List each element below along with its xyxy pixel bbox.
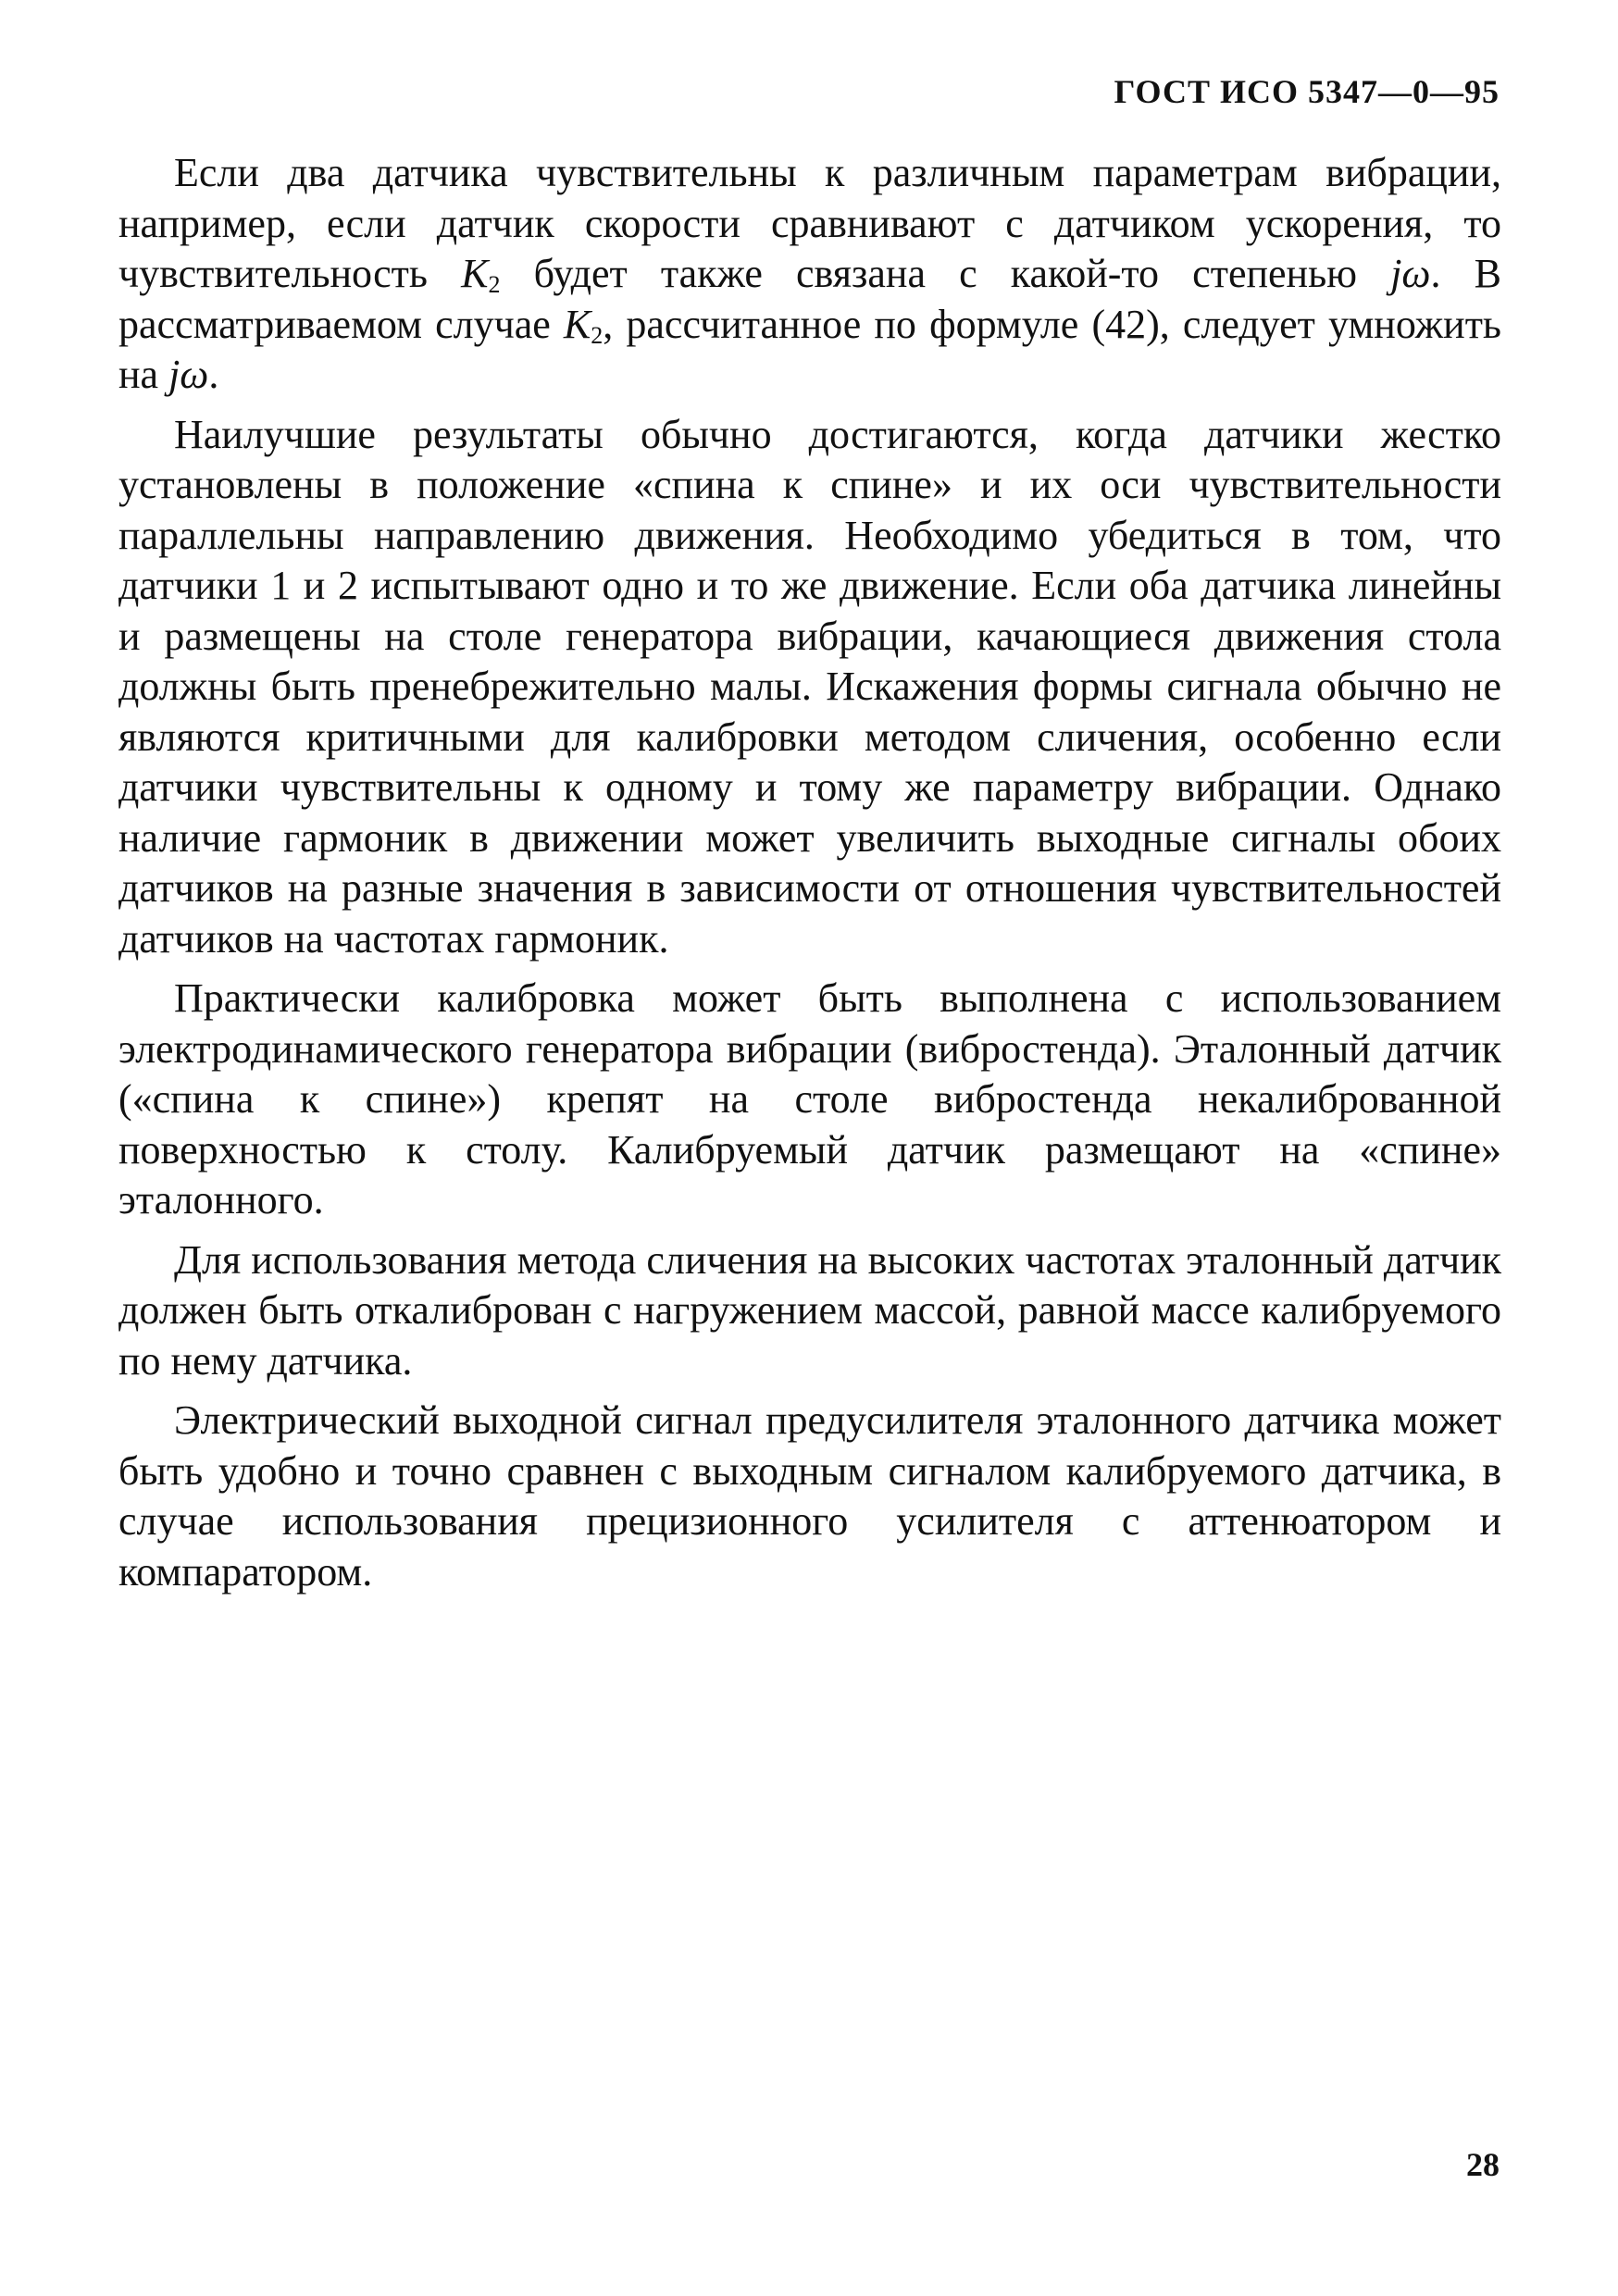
document-header: ГОСТ ИСО 5347—0—95 (1114, 73, 1500, 110)
sensitivity-symbol: $K_2$ (563, 301, 604, 349)
page-body (118, 148, 1501, 1607)
paragraph-practical-calibration: Практически калибровка может быть выполнена с использованием электродинамического генератора вибрации (вибростенда). Эталонный датчик («спина к спине») крепят на столе вибростенда некалиброванной поверхностью к столу. Калибруемый датчик размещают на «спине» эталонного. (118, 975, 1501, 1222)
paragraph-text: будет также связана с какой-то степенью (500, 251, 1391, 296)
paragraph-text: . В рассматриваемом случае (118, 251, 1501, 347)
j-omega-symbol: jω (168, 352, 209, 397)
paragraph-text: , рассчитанное по формуле (42), следует умножить на (118, 301, 1501, 397)
paragraph-mounting: Наилучшие результаты обычно достигаются, когда датчики жестко установлены в положение «спина к спине» и их оси чувствительности параллельны направлению движения. Необходимо убедиться в том, что датчики 1 и 2 испытывают одно и то же движение. Если оба датчика линейны и размещены на столе генератора вибрации, качающиеся движения стола должны быть пренебрежительно малы. Искажения формы сигнала обычно не являются критичными для калибровки методом сличения, особенно если датчики чувствительны к одному и тому же параметру вибрации. Однако наличие гармоник в движении может увеличить выходные сигналы обоих датчиков на разные значения в зависимости от отношения чувствительностей датчиков на частотах гармоник. (118, 411, 1501, 962)
paragraph-output-signal: Электрический выходной сигнал предусилителя эталонного датчика может быть удобно и точно сравнен с выходным сигналом калибруемого датчика, в случае использования прецизионного усилителя с аттенюатором и компаратором. (118, 1397, 1501, 1595)
sensitivity-symbol: $K_2$ (461, 251, 501, 298)
page-number: 28 (1466, 2146, 1500, 2183)
paragraph-text: Если два датчика чувствительны к различным параметрам вибрации, например, если датчик скорости сравнивают с датчиком ускорения, то чувствительность (118, 150, 1501, 296)
j-omega-symbol: jω (1390, 251, 1431, 296)
paragraph-high-frequency: Для использования метода сличения на высоких частотах эталонный датчик должен быть откалиброван с нагружением массой, равной массе калибруемого по нему датчика. (118, 1236, 1501, 1384)
paragraph-text: . (208, 352, 219, 397)
paragraph-sensitivity-relation (118, 148, 1501, 401)
